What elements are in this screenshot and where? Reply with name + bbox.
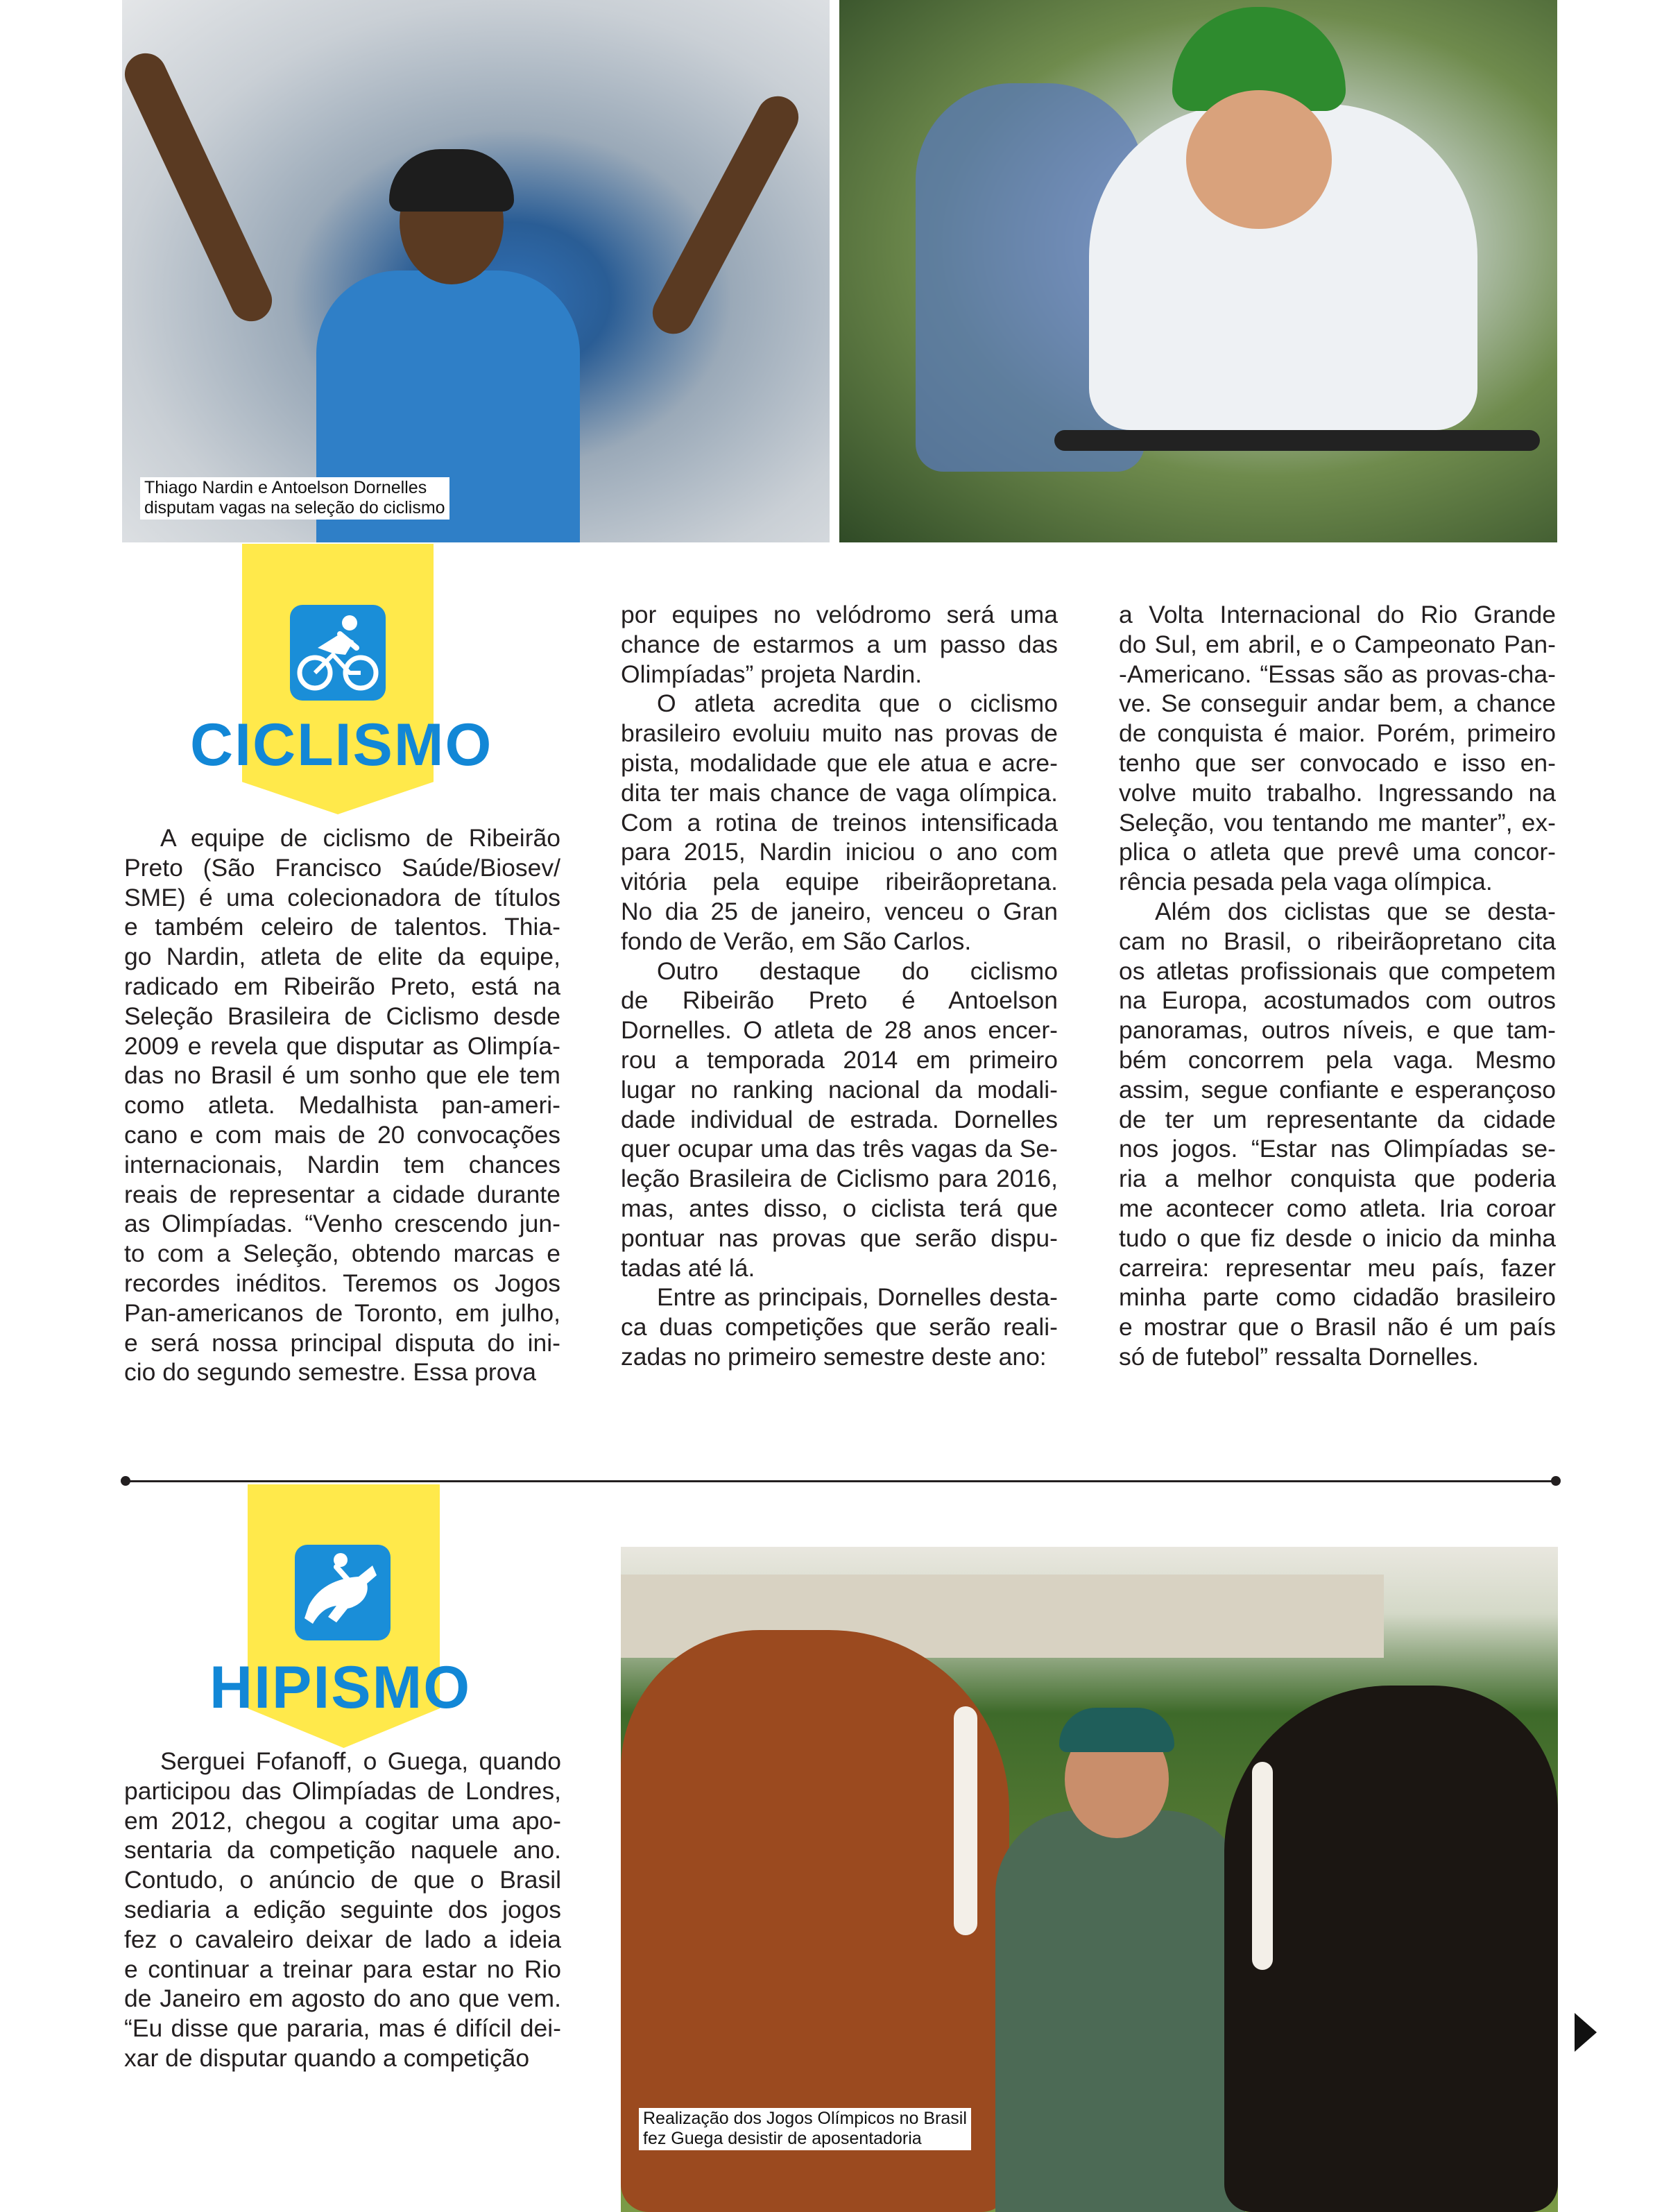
photo3-caption bbox=[639, 2108, 971, 2150]
text-line: Entre as principais, Dornelles desta- bbox=[657, 1283, 1058, 1312]
text-line: de Janeiro em agosto do ano que vem. bbox=[124, 1984, 561, 2013]
text-line: reais de representar a cidade durante bbox=[124, 1180, 560, 1208]
text-line: e também celeiro de talentos. Thia- bbox=[124, 913, 560, 941]
horse-jumping-icon bbox=[295, 1545, 391, 1640]
ciclismo-column-3 bbox=[1119, 600, 1556, 1372]
text-line: e continuar a treinar para estar no Rio bbox=[124, 1955, 561, 1983]
bike-handlebar bbox=[1054, 430, 1540, 451]
text-line: fez o cavaleiro deixar de lado a ideia bbox=[124, 1925, 561, 1953]
text-line: para 2015, Nardin iniciou o ano com bbox=[621, 838, 1058, 866]
text-line: Além dos ciclistas que se desta- bbox=[1155, 897, 1556, 925]
text-line: to com a Seleção, obtendo marcas e bbox=[124, 1240, 560, 1268]
text-line: plica o atleta que prevê uma concor- bbox=[1119, 838, 1556, 866]
text-line: de ter um representante da cidade bbox=[1119, 1105, 1556, 1133]
text-line: SME) é uma colecionadora de títulos bbox=[124, 883, 560, 911]
text-line: go Nardin, atleta de elite da equipe, bbox=[124, 943, 560, 971]
section-divider bbox=[125, 1480, 1557, 1482]
text-line: panoramas, outros níveis, e que tam- bbox=[1119, 1016, 1556, 1045]
text-line: xar de disputar quando a competição bbox=[124, 2043, 530, 2072]
text-line: tudo o que fiz desde o inicio da minha bbox=[1119, 1224, 1556, 1252]
hipismo-title: HIPISMO bbox=[209, 1654, 472, 1721]
cyclist-left-arm bbox=[122, 46, 279, 328]
text-line: como atleta. Medalhista pan-ameri- bbox=[124, 1091, 560, 1120]
text-line: Olimpíadas” projeta Nardin. bbox=[621, 660, 923, 688]
divider-end-dot bbox=[121, 1476, 130, 1486]
photo1-caption-line: disputam vagas na seleção do ciclismo bbox=[144, 498, 445, 517]
text-line: e mostrar que o Brasil não é um país bbox=[1119, 1313, 1556, 1341]
text-line: radicado em Ribeirão Preto, está na bbox=[124, 972, 560, 1000]
text-line: Com a rotina de treinos intensificada bbox=[621, 808, 1058, 837]
text-line: fondo de Verão, em São Carlos. bbox=[621, 927, 972, 955]
text-line: carreira: representar meu país, fazer bbox=[1119, 1253, 1556, 1282]
cyclist-helmet bbox=[389, 149, 514, 212]
text-line: só de futebol” ressalta Dornelles. bbox=[1119, 1342, 1479, 1371]
front-cyclist-face bbox=[1186, 90, 1332, 229]
text-line: rou a temporada 2014 em primeiro bbox=[621, 1045, 1058, 1074]
text-line: das no Brasil é um sonho que ele tem bbox=[124, 1061, 560, 1090]
photo-cyclist-celebrating bbox=[122, 0, 830, 542]
text-line: A equipe de ciclismo de Ribeirão bbox=[160, 824, 560, 852]
text-line: Seleção Brasileira de Ciclismo desde bbox=[124, 1002, 560, 1030]
text-line: assim, segue confiante e esperançoso bbox=[1119, 1075, 1556, 1104]
ciclismo-title: CICLISMO bbox=[190, 712, 493, 778]
text-line: internacionais, Nardin tem chances bbox=[124, 1150, 560, 1178]
text-line: Preto (São Francisco Saúde/Biosev/ bbox=[124, 853, 560, 882]
text-line: vitória pela equipe ribeirãopretana. bbox=[621, 868, 1058, 896]
text-line: zadas no primeiro semestre deste ano: bbox=[621, 1342, 1047, 1371]
text-line: ria a melhor conquista que poderia bbox=[1119, 1165, 1556, 1193]
photo3-caption-line: Realização dos Jogos Olímpicos no Brasil bbox=[643, 2109, 967, 2128]
text-line: as Olimpíadas. “Venho crescendo jun- bbox=[124, 1210, 560, 1238]
next-page-arrow-icon[interactable] bbox=[1575, 2013, 1597, 2052]
text-line: minha parte como cidadão brasileiro bbox=[1119, 1283, 1556, 1312]
chestnut-horse-blaze bbox=[954, 1706, 977, 1935]
text-line: 2009 e revela que disputar as Olimpía- bbox=[124, 1031, 560, 1060]
text-line: volve muito trabalho. Ingressando na bbox=[1119, 778, 1556, 807]
text-line: Seleção, vou tentando me manter”, ex- bbox=[1119, 808, 1556, 837]
text-line: de conquista é maior. Porém, primeiro bbox=[1119, 719, 1556, 748]
text-line: chance de estarmos a um passo das bbox=[621, 630, 1058, 658]
text-line: No dia 25 de janeiro, venceu o Gran bbox=[621, 897, 1058, 925]
text-line: sediaria a edição seguinte dos jogos bbox=[124, 1895, 561, 1923]
text-line: ve. Se conseguir andar bem, a chance bbox=[1119, 689, 1556, 718]
text-line: ca duas competições que serão reali- bbox=[621, 1313, 1058, 1341]
text-line: cam no Brasil, o ribeirãopretano cita bbox=[1119, 927, 1556, 955]
text-line: lugar no ranking nacional da modali- bbox=[621, 1075, 1058, 1104]
text-line: Dornelles. O atleta de 28 anos encer- bbox=[621, 1016, 1058, 1045]
divider-end-dot bbox=[1551, 1476, 1561, 1486]
text-line: Pan-americanos de Toronto, em julho, bbox=[124, 1298, 560, 1327]
rider-cap bbox=[1059, 1708, 1174, 1752]
photo1-caption bbox=[140, 477, 449, 520]
text-line: nos jogos. “Estar nas Olimpíadas se- bbox=[1119, 1135, 1556, 1163]
text-line: dade individual de estrada. Dornelles bbox=[621, 1105, 1058, 1133]
text-line: dita ter mais chance de vaga olímpica. bbox=[621, 778, 1058, 807]
text-line: “Eu disse que pararia, mas é difícil dei- bbox=[124, 2014, 561, 2043]
text-line: em 2012, chegou a cogitar uma apo- bbox=[124, 1806, 561, 1835]
text-line: quer ocupar uma das três vagas da Se- bbox=[621, 1135, 1058, 1163]
photo-rider-with-horses bbox=[621, 1547, 1558, 2212]
ciclismo-column-1 bbox=[124, 823, 560, 1387]
cyclist-icon-glyph bbox=[290, 605, 386, 701]
text-line: a Volta Internacional do Rio Grande bbox=[1119, 601, 1556, 628]
text-line: pista, modalidade que ele atua e acre- bbox=[621, 748, 1058, 777]
text-line: bém concorrem pela vaga. Mesmo bbox=[1119, 1045, 1556, 1074]
text-line: Serguei Fofanoff, o Guega, quando bbox=[160, 1747, 561, 1775]
text-line: por equipes no velódromo será uma bbox=[621, 601, 1058, 628]
text-line: sentaria da competição naquele ano. bbox=[124, 1836, 561, 1864]
text-line: participou das Olimpíadas de Londres, bbox=[124, 1776, 561, 1805]
text-line: de Ribeirão Preto é Antoelson bbox=[621, 986, 1058, 1015]
text-line: recordes inéditos. Teremos os Jogos bbox=[124, 1269, 560, 1297]
text-line: cano e com mais de 20 convocações bbox=[124, 1120, 560, 1149]
rider-body bbox=[995, 1810, 1245, 2212]
text-line: rência pesada pela vaga olímpica. bbox=[1119, 868, 1493, 896]
text-line: me acontecer como atleta. Iria coroar bbox=[1119, 1194, 1556, 1222]
text-line: tenho que ser convocado e isso en- bbox=[1119, 748, 1556, 777]
text-line: pontuar nas provas que serão dispu- bbox=[621, 1224, 1058, 1252]
horse-jumping-icon-glyph bbox=[295, 1545, 391, 1640]
cyclist-right-arm bbox=[645, 89, 805, 341]
text-line: tadas até lá. bbox=[621, 1253, 755, 1282]
text-line: os atletas profissionais que competem bbox=[1119, 957, 1556, 985]
text-line: -Americano. “Essas são as provas-cha- bbox=[1119, 660, 1556, 688]
black-horse-blaze bbox=[1252, 1762, 1273, 1970]
photo1-caption-line: Thiago Nardin e Antoelson Dornelles bbox=[144, 478, 427, 497]
text-line: O atleta acredita que o ciclismo bbox=[657, 689, 1058, 718]
photo3-caption-line: fez Guega desistir de aposentadoria bbox=[643, 2129, 922, 2148]
cyclist-icon bbox=[290, 605, 386, 701]
photo-cyclists-riding bbox=[839, 0, 1557, 542]
ciclismo-column-2 bbox=[621, 600, 1058, 1372]
text-line: na Europa, acostumados com outros bbox=[1119, 986, 1556, 1015]
hipismo-column-1 bbox=[124, 1747, 561, 2073]
text-line: do Sul, em abril, e o Campeonato Pan- bbox=[1119, 630, 1556, 658]
text-line: e será nossa principal disputa do ini- bbox=[124, 1328, 560, 1357]
black-horse bbox=[1224, 1686, 1558, 2212]
text-line: brasileiro evoluiu muito nas provas de bbox=[621, 719, 1058, 748]
text-line: Outro destaque do ciclismo bbox=[657, 957, 1058, 985]
text-line: Contudo, o anúncio de que o Brasil bbox=[124, 1866, 561, 1894]
text-line: cio do segundo semestre. Essa prova bbox=[124, 1358, 536, 1387]
text-line: mas, antes disso, o ciclista terá que bbox=[621, 1194, 1058, 1222]
text-line: leção Brasileira de Ciclismo para 2016, bbox=[621, 1165, 1058, 1193]
